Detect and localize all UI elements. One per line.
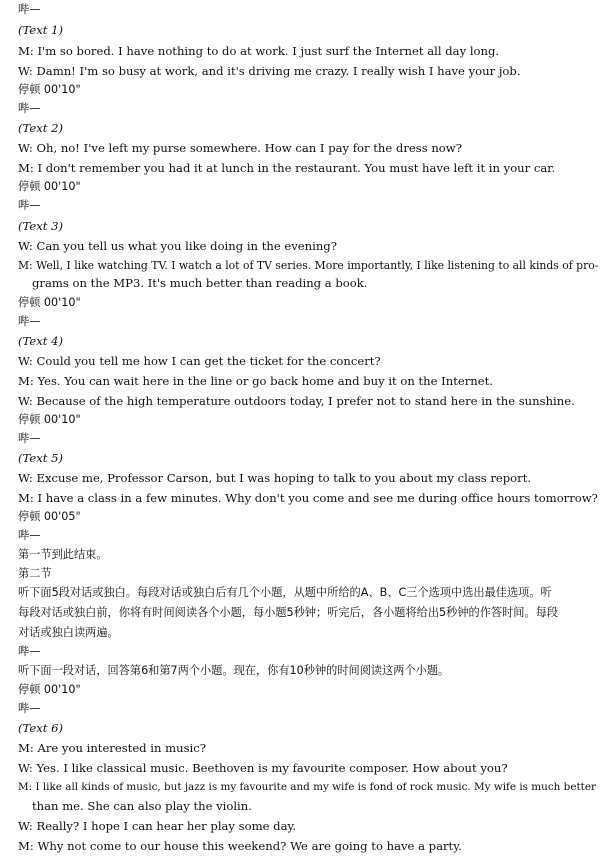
pause-marker: 停顿 00'10" (18, 296, 81, 309)
text-6-line-4: W: Really? I hope I can hear her play some day. (18, 819, 297, 833)
text-2-line-1: W: Oh, no! I've left my purse somewhere. How can I pay for the dress now? (18, 141, 462, 155)
text-6-line-2: W: Yes. I like classical music. Beethoven is my favourite composer. How about you? (18, 761, 508, 775)
question-instruction: 听下面一段对话，回答第6和第7两个小题。现在，你有10秒钟的时间阅读这两个小题。 (18, 664, 450, 677)
text-3-line-1: W: Can you tell us what you like doing in the evening? (18, 239, 337, 253)
text-1-line-2: W: Damn! I'm so busy at work, and it's driving me crazy. I really wish I have your job. (18, 64, 521, 78)
instructions-line-2: 每段对话或独白前，你将有时间阅读各个小题，每小题5秒钟；听完后，各小题将给出5秒钟的作答时间。每段 (18, 606, 559, 619)
text-5-line-1: W: Excuse me, Professor Carson, but I was hoping to talk to you about my class report. (18, 471, 532, 485)
beep-marker: 哔— (18, 529, 41, 542)
pause-marker: 停顿 00'10" (18, 413, 81, 426)
beep-marker: 哔— (18, 432, 41, 445)
text-3-line-2: M: Well, I like watching TV. I watch a lot of TV series. More importantly, I like listening to all kinds of pro- (18, 259, 599, 272)
beep-marker: 哔— (18, 102, 41, 115)
beep-marker: 哔— (18, 702, 41, 715)
instructions-line-3: 对话或独白读两遍。 (18, 626, 119, 639)
text-6-line-1: M: Are you interested in music? (18, 741, 206, 755)
text-3-label: (Text 3) (18, 219, 63, 233)
section-heading: 第二节 (18, 567, 52, 580)
text-6-label: (Text 6) (18, 721, 63, 735)
pause-marker: 停顿 00'10" (18, 683, 81, 696)
text-4-line-3: W: Because of the high temperature outdoors today, I prefer not to stand here in the sunshine. (18, 394, 575, 408)
beep-marker: 哔— (18, 645, 41, 658)
beep-marker: 哔— (18, 315, 41, 328)
text-1-line-1: M: I'm so bored. I have nothing to do at work. I just surf the Internet all day long. (18, 44, 500, 58)
text-4-label: (Text 4) (18, 334, 63, 348)
text-3-line-2-cont: grams on the MP3. It's much better than reading a book. (32, 276, 368, 290)
text-5-line-2: M: I have a class in a few minutes. Why don't you come and see me during office hours tomorrow? (18, 491, 598, 505)
text-4-line-2: M: Yes. You can wait here in the line or go back home and buy it on the Internet. (18, 374, 493, 388)
text-1-label: (Text 1) (18, 23, 63, 37)
beep-marker: 哔— (18, 199, 41, 212)
text-6-line-3-cont: than me. She can also play the violin. (32, 799, 252, 813)
instructions-line-1: 听下面5段对话或独白。每段对话或独白后有几个小题，从题中所给的A、B、C三个选项中选出最佳选项。听 (18, 586, 552, 599)
text-6-line-3: M: I like all kinds of music, but jazz is my favourite and my wife is fond of rock music. My wife is much better (18, 781, 596, 793)
beep-marker: 哔— (18, 3, 41, 16)
pause-marker: 停顿 00'10" (18, 83, 81, 96)
text-5-label: (Text 5) (18, 451, 63, 465)
text-2-line-2: M: I don't remember you had it at lunch in the restaurant. You must have left it in your car. (18, 161, 556, 175)
text-2-label: (Text 2) (18, 121, 63, 135)
pause-marker: 停顿 00'10" (18, 180, 81, 193)
text-6-line-5: M: Why not come to our house this weekend? We are going to have a party. (18, 839, 462, 853)
text-4-line-1: W: Could you tell me how I can get the ticket for the concert? (18, 354, 381, 368)
pause-marker: 停顿 00'05" (18, 510, 81, 523)
section-end-note: 第一节到此结束。 (18, 548, 108, 561)
